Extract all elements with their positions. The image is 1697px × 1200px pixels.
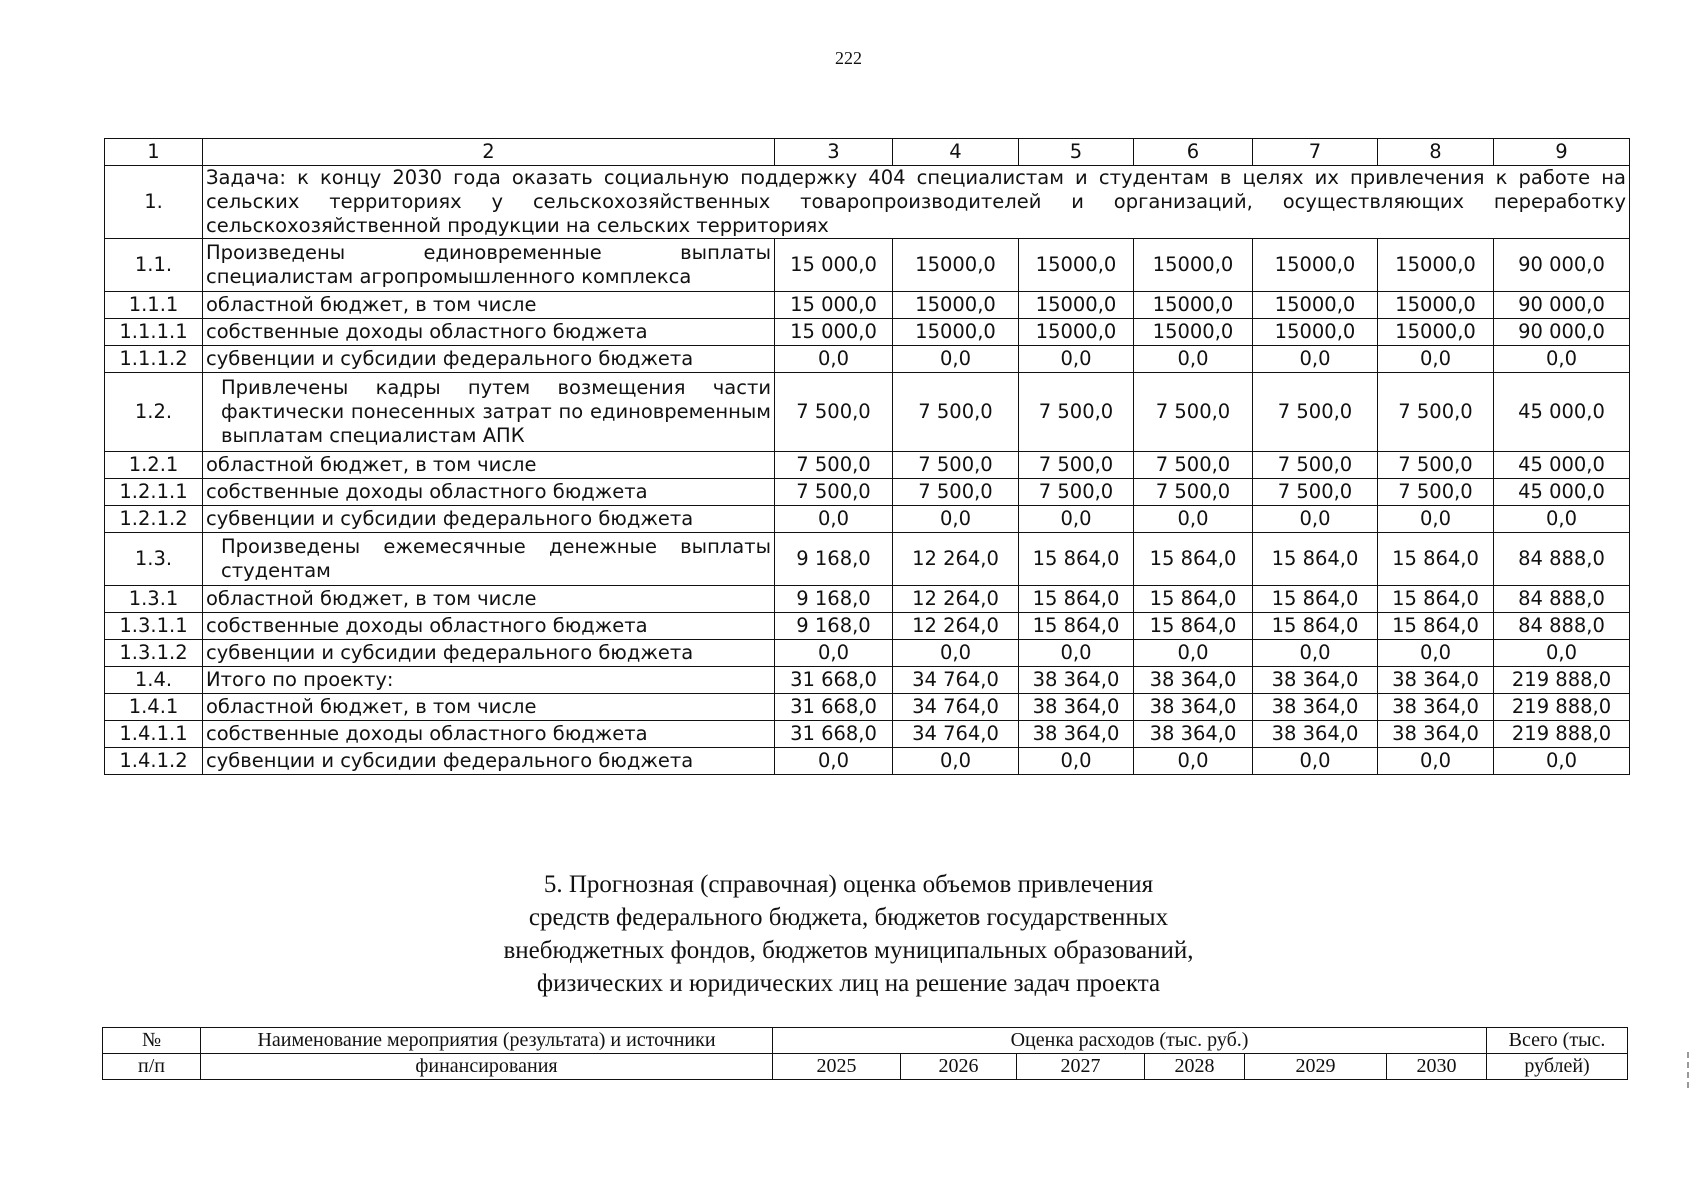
value-cell: 45 000,0 bbox=[1494, 373, 1630, 452]
value-cell: 15000,0 bbox=[1019, 239, 1134, 292]
row-name: Привлечены кадры путем возмещения части фактически понесенных затрат по единовременным выплатам специалистам АПК bbox=[203, 373, 775, 452]
column-number: 3 bbox=[775, 139, 893, 166]
value-cell: 7 500,0 bbox=[1378, 479, 1494, 506]
row-number: 1.3. bbox=[105, 533, 203, 586]
value-cell: 0,0 bbox=[1019, 748, 1134, 775]
value-cell: 15000,0 bbox=[1253, 319, 1378, 346]
value-cell: 15000,0 bbox=[1134, 292, 1253, 319]
value-cell: 34 764,0 bbox=[893, 721, 1019, 748]
value-cell: 15 864,0 bbox=[1019, 586, 1134, 613]
column-number-row bbox=[105, 139, 1630, 166]
value-cell: 38 364,0 bbox=[1253, 721, 1378, 748]
section-title-line: физических и юридических лиц на решение задач проекта bbox=[536, 970, 1161, 997]
name-subheader: финансирования bbox=[201, 1054, 773, 1080]
row-name: Произведены ежемесячные денежные выплаты студентам bbox=[203, 533, 775, 586]
value-cell: 0,0 bbox=[1378, 346, 1494, 373]
value-cell: 7 500,0 bbox=[1378, 373, 1494, 452]
column-number: 2 bbox=[203, 139, 775, 166]
value-cell: 0,0 bbox=[1019, 640, 1134, 667]
value-cell: 7 500,0 bbox=[1019, 373, 1134, 452]
row-number: 1.3.1.2 bbox=[105, 640, 203, 667]
value-cell: 15000,0 bbox=[1134, 239, 1253, 292]
value-cell: 38 364,0 bbox=[1253, 667, 1378, 694]
value-cell: 15 000,0 bbox=[775, 292, 893, 319]
value-cell: 84 888,0 bbox=[1494, 533, 1630, 586]
value-cell: 0,0 bbox=[1494, 346, 1630, 373]
value-cell: 38 364,0 bbox=[1019, 694, 1134, 721]
table-row bbox=[105, 748, 1630, 775]
value-cell: 0,0 bbox=[1019, 346, 1134, 373]
value-cell: 38 364,0 bbox=[1253, 694, 1378, 721]
section-title-line: 5. Прогнозная (справочная) оценка объемов привлечения bbox=[543, 871, 1154, 898]
year-header: 2025 bbox=[773, 1054, 901, 1080]
table-row bbox=[105, 613, 1630, 640]
budget-table-body bbox=[105, 139, 1630, 775]
table-row bbox=[105, 533, 1630, 586]
forecast-header-row bbox=[103, 1028, 1628, 1054]
value-cell: 38 364,0 bbox=[1019, 721, 1134, 748]
row-number: 1.3.1 bbox=[105, 586, 203, 613]
value-cell: 0,0 bbox=[893, 506, 1019, 533]
value-cell: 15000,0 bbox=[893, 292, 1019, 319]
row-name: субвенции и субсидии федерального бюджета bbox=[203, 640, 775, 667]
value-cell: 9 168,0 bbox=[775, 533, 893, 586]
value-cell: 84 888,0 bbox=[1494, 613, 1630, 640]
table-row bbox=[105, 346, 1630, 373]
value-cell: 0,0 bbox=[775, 748, 893, 775]
value-cell: 45 000,0 bbox=[1494, 452, 1630, 479]
value-cell: 0,0 bbox=[893, 640, 1019, 667]
value-cell: 15 000,0 bbox=[775, 319, 893, 346]
value-cell: 7 500,0 bbox=[1253, 479, 1378, 506]
value-cell: 0,0 bbox=[1378, 506, 1494, 533]
value-cell: 15000,0 bbox=[1378, 239, 1494, 292]
name-header: Наименование мероприятия (результата) и источники bbox=[201, 1028, 773, 1054]
row-name: собственные доходы областного бюджета bbox=[203, 319, 775, 346]
row-number: 1.4.1.1 bbox=[105, 721, 203, 748]
row-name: областной бюджет, в том числе bbox=[203, 452, 775, 479]
value-cell: 15 864,0 bbox=[1378, 533, 1494, 586]
section-title-line: внебюджетных фондов, бюджетов муниципальных образований, bbox=[503, 937, 1194, 964]
row-name: собственные доходы областного бюджета bbox=[203, 479, 775, 506]
value-cell: 90 000,0 bbox=[1494, 292, 1630, 319]
value-cell: 15000,0 bbox=[1134, 319, 1253, 346]
column-number: 6 bbox=[1134, 139, 1253, 166]
value-cell: 15000,0 bbox=[1019, 292, 1134, 319]
value-cell: 31 668,0 bbox=[775, 694, 893, 721]
value-cell: 15 864,0 bbox=[1019, 533, 1134, 586]
row-name: Произведены единовременные выплаты специалистам агропромышленного комплекса bbox=[203, 239, 775, 292]
year-header: 2030 bbox=[1387, 1054, 1487, 1080]
column-number: 7 bbox=[1253, 139, 1378, 166]
table-row bbox=[105, 373, 1630, 452]
row-number: 1.4.1.2 bbox=[105, 748, 203, 775]
value-cell: 15 864,0 bbox=[1134, 586, 1253, 613]
row-number: 1.2.1.1 bbox=[105, 479, 203, 506]
value-cell: 84 888,0 bbox=[1494, 586, 1630, 613]
row-number: 1.3.1.1 bbox=[105, 613, 203, 640]
forecast-subheader-row bbox=[103, 1054, 1628, 1080]
row-number: 1.2.1 bbox=[105, 452, 203, 479]
value-cell: 0,0 bbox=[1378, 748, 1494, 775]
year-header: 2028 bbox=[1145, 1054, 1245, 1080]
value-cell: 0,0 bbox=[1378, 640, 1494, 667]
table-row bbox=[105, 506, 1630, 533]
row-name: собственные доходы областного бюджета bbox=[203, 613, 775, 640]
year-header: 2027 bbox=[1017, 1054, 1145, 1080]
value-cell: 0,0 bbox=[1019, 506, 1134, 533]
value-cell: 34 764,0 bbox=[893, 694, 1019, 721]
value-cell: 0,0 bbox=[1494, 748, 1630, 775]
column-number: 4 bbox=[893, 139, 1019, 166]
value-cell: 15000,0 bbox=[1253, 239, 1378, 292]
year-header: 2029 bbox=[1245, 1054, 1387, 1080]
number-header: № bbox=[103, 1028, 201, 1054]
value-cell: 7 500,0 bbox=[775, 373, 893, 452]
value-cell: 7 500,0 bbox=[893, 479, 1019, 506]
value-cell: 15 864,0 bbox=[1378, 613, 1494, 640]
value-cell: 219 888,0 bbox=[1494, 694, 1630, 721]
column-number: 5 bbox=[1019, 139, 1134, 166]
number-subheader: п/п bbox=[103, 1054, 201, 1080]
value-cell: 15000,0 bbox=[1019, 319, 1134, 346]
total-subheader: рублей) bbox=[1487, 1054, 1628, 1080]
table-row bbox=[105, 667, 1630, 694]
value-cell: 9 168,0 bbox=[775, 613, 893, 640]
value-cell: 45 000,0 bbox=[1494, 479, 1630, 506]
value-cell: 0,0 bbox=[775, 346, 893, 373]
column-number: 8 bbox=[1378, 139, 1494, 166]
total-header: Всего (тыс. bbox=[1487, 1028, 1628, 1054]
value-cell: 15000,0 bbox=[1378, 292, 1494, 319]
table-row bbox=[105, 721, 1630, 748]
row-name: областной бюджет, в том числе bbox=[203, 694, 775, 721]
value-cell: 90 000,0 bbox=[1494, 319, 1630, 346]
value-cell: 15 864,0 bbox=[1378, 586, 1494, 613]
table-row bbox=[105, 479, 1630, 506]
value-cell: 15000,0 bbox=[893, 319, 1019, 346]
table-row bbox=[105, 239, 1630, 292]
value-cell: 219 888,0 bbox=[1494, 667, 1630, 694]
value-cell: 15 864,0 bbox=[1134, 533, 1253, 586]
value-cell: 0,0 bbox=[1253, 640, 1378, 667]
value-cell: 15 864,0 bbox=[1019, 613, 1134, 640]
value-cell: 9 168,0 bbox=[775, 586, 893, 613]
value-cell: 7 500,0 bbox=[893, 452, 1019, 479]
value-cell: 38 364,0 bbox=[1134, 667, 1253, 694]
task-row bbox=[105, 166, 1630, 239]
page-number: 222 bbox=[835, 48, 862, 68]
value-cell: 15 864,0 bbox=[1134, 613, 1253, 640]
row-number: 1.1.1.2 bbox=[105, 346, 203, 373]
forecast-table bbox=[102, 1027, 1628, 1080]
value-cell: 38 364,0 bbox=[1134, 694, 1253, 721]
row-name: областной бюджет, в том числе bbox=[203, 586, 775, 613]
value-cell: 7 500,0 bbox=[1134, 479, 1253, 506]
table-row bbox=[105, 640, 1630, 667]
value-cell: 219 888,0 bbox=[1494, 721, 1630, 748]
value-cell: 38 364,0 bbox=[1019, 667, 1134, 694]
section-title bbox=[0, 868, 1697, 1000]
value-cell: 0,0 bbox=[893, 748, 1019, 775]
row-number: 1.2.1.2 bbox=[105, 506, 203, 533]
value-cell: 7 500,0 bbox=[1253, 373, 1378, 452]
value-cell: 15000,0 bbox=[1378, 319, 1494, 346]
row-name: собственные доходы областного бюджета bbox=[203, 721, 775, 748]
value-cell: 7 500,0 bbox=[775, 479, 893, 506]
row-number: 1.2. bbox=[105, 373, 203, 452]
value-cell: 90 000,0 bbox=[1494, 239, 1630, 292]
table-row bbox=[105, 452, 1630, 479]
value-cell: 7 500,0 bbox=[775, 452, 893, 479]
row-name: Итого по проекту: bbox=[203, 667, 775, 694]
value-cell: 0,0 bbox=[1134, 748, 1253, 775]
value-cell: 34 764,0 bbox=[893, 667, 1019, 694]
value-cell: 0,0 bbox=[893, 346, 1019, 373]
value-cell: 12 264,0 bbox=[893, 586, 1019, 613]
row-number: 1.1.1 bbox=[105, 292, 203, 319]
value-cell: 0,0 bbox=[1134, 640, 1253, 667]
row-name: субвенции и субсидии федерального бюджета bbox=[203, 346, 775, 373]
value-cell: 15 864,0 bbox=[1253, 613, 1378, 640]
value-cell: 38 364,0 bbox=[1378, 721, 1494, 748]
value-cell: 15 000,0 bbox=[775, 239, 893, 292]
table-row bbox=[105, 319, 1630, 346]
table-row bbox=[105, 694, 1630, 721]
value-cell: 7 500,0 bbox=[1134, 373, 1253, 452]
row-number: 1.1.1.1 bbox=[105, 319, 203, 346]
budget-table bbox=[104, 138, 1630, 775]
column-number: 9 bbox=[1494, 139, 1630, 166]
value-cell: 38 364,0 bbox=[1378, 694, 1494, 721]
row-number: 1.1. bbox=[105, 239, 203, 292]
value-cell: 7 500,0 bbox=[1378, 452, 1494, 479]
value-cell: 38 364,0 bbox=[1134, 721, 1253, 748]
value-cell: 0,0 bbox=[1494, 640, 1630, 667]
year-header: 2026 bbox=[901, 1054, 1017, 1080]
value-cell: 15 864,0 bbox=[1253, 586, 1378, 613]
row-name: областной бюджет, в том числе bbox=[203, 292, 775, 319]
scan-edge-mark bbox=[1687, 1052, 1691, 1088]
value-cell: 7 500,0 bbox=[893, 373, 1019, 452]
value-cell: 7 500,0 bbox=[1134, 452, 1253, 479]
section-title-line: средств федерального бюджета, бюджетов государственных bbox=[528, 904, 1169, 931]
value-cell: 0,0 bbox=[775, 640, 893, 667]
task-number: 1. bbox=[105, 166, 203, 239]
value-cell: 0,0 bbox=[1134, 346, 1253, 373]
value-cell: 31 668,0 bbox=[775, 667, 893, 694]
row-number: 1.4. bbox=[105, 667, 203, 694]
value-cell: 38 364,0 bbox=[1378, 667, 1494, 694]
value-cell: 0,0 bbox=[775, 506, 893, 533]
table-row bbox=[105, 586, 1630, 613]
row-name: субвенции и субсидии федерального бюджета bbox=[203, 506, 775, 533]
value-cell: 0,0 bbox=[1494, 506, 1630, 533]
value-cell: 31 668,0 bbox=[775, 721, 893, 748]
value-cell: 0,0 bbox=[1253, 748, 1378, 775]
row-name: субвенции и субсидии федерального бюджета bbox=[203, 748, 775, 775]
value-cell: 7 500,0 bbox=[1019, 479, 1134, 506]
row-number: 1.4.1 bbox=[105, 694, 203, 721]
column-number: 1 bbox=[105, 139, 203, 166]
value-cell: 12 264,0 bbox=[893, 613, 1019, 640]
value-cell: 0,0 bbox=[1253, 506, 1378, 533]
value-cell: 15 864,0 bbox=[1253, 533, 1378, 586]
value-cell: 0,0 bbox=[1253, 346, 1378, 373]
task-text: Задача: к концу 2030 года оказать социальную поддержку 404 специалистам и студентам в целях их привлечения к работе на сельских территориях у сельскохозяйственных товаропроизводителей и организаций, осуществляющих переработку сельскохозяйственной продукции на сельских территориях bbox=[203, 166, 1630, 239]
table-row bbox=[105, 292, 1630, 319]
value-cell: 15000,0 bbox=[1253, 292, 1378, 319]
value-cell: 7 500,0 bbox=[1253, 452, 1378, 479]
value-cell: 0,0 bbox=[1134, 506, 1253, 533]
value-cell: 7 500,0 bbox=[1019, 452, 1134, 479]
value-cell: 15000,0 bbox=[893, 239, 1019, 292]
estimate-header: Оценка расходов (тыс. руб.) bbox=[773, 1028, 1487, 1054]
value-cell: 12 264,0 bbox=[893, 533, 1019, 586]
